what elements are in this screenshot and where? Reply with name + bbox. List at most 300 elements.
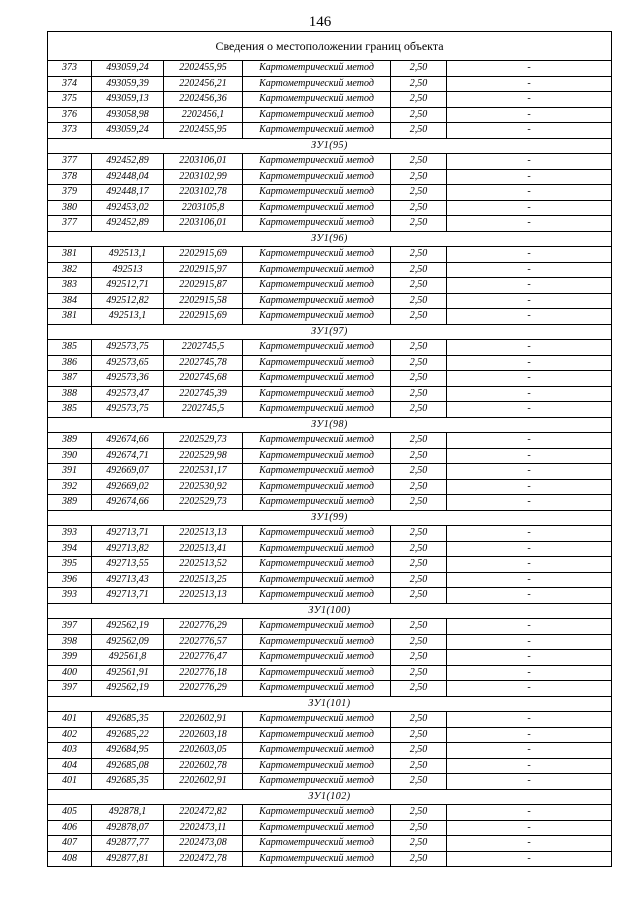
method-cell: Картометрический метод [243,526,391,542]
x-coordinate-cell: 492573,75 [92,340,164,356]
method-cell: Картометрический метод [243,495,391,511]
precision-cell: 2,50 [391,557,447,573]
table-row [48,386,612,402]
description-cell: - [447,820,612,836]
table-row [48,200,612,216]
table-row [48,278,612,294]
precision-cell: 2,50 [391,572,447,588]
table-row [48,76,612,92]
point-number-cell: 395 [48,557,92,573]
y-coordinate-cell: 2203102,78 [164,185,243,201]
x-coordinate-cell: 492573,75 [92,402,164,418]
y-coordinate-cell: 2202602,91 [164,774,243,790]
method-cell: Картометрический метод [243,681,391,697]
description-cell: - [447,309,612,325]
y-coordinate-cell: 2202745,39 [164,386,243,402]
precision-cell: 2,50 [391,278,447,294]
precision-cell: 2,50 [391,355,447,371]
method-cell: Картометрический метод [243,293,391,309]
table-row [48,185,612,201]
table-row [48,681,612,697]
description-cell: - [447,61,612,77]
precision-cell: 2,50 [391,216,447,232]
point-number-cell: 381 [48,309,92,325]
table-row [48,107,612,123]
precision-cell: 2,50 [391,665,447,681]
point-number-cell: 378 [48,169,92,185]
method-cell: Картометрический метод [243,743,391,759]
table-title: Сведения о местоположении границ объекта [48,32,612,61]
method-cell: Картометрический метод [243,464,391,480]
table-row [48,650,612,666]
group-header-row [48,696,612,712]
point-number-cell: 393 [48,588,92,604]
point-number-cell: 374 [48,76,92,92]
point-number-cell: 392 [48,479,92,495]
description-cell: - [447,448,612,464]
method-cell: Картометрический метод [243,479,391,495]
x-coordinate-cell: 493059,39 [92,76,164,92]
description-cell: - [447,262,612,278]
x-coordinate-cell: 492513,1 [92,309,164,325]
table-row [48,526,612,542]
point-number-cell: 391 [48,464,92,480]
x-coordinate-cell: 492713,71 [92,588,164,604]
table-row [48,154,612,170]
description-cell: - [447,340,612,356]
method-cell: Картометрический метод [243,123,391,139]
point-number-cell: 390 [48,448,92,464]
method-cell: Картометрический метод [243,820,391,836]
precision-cell: 2,50 [391,464,447,480]
precision-cell: 2,50 [391,262,447,278]
group-header-row [48,789,612,805]
x-coordinate-cell: 492674,66 [92,433,164,449]
x-coordinate-cell: 492669,07 [92,464,164,480]
description-cell: - [447,572,612,588]
table-row [48,588,612,604]
method-cell: Картометрический метод [243,557,391,573]
table-row [48,216,612,232]
description-cell: - [447,107,612,123]
point-number-cell: 377 [48,216,92,232]
description-cell: - [447,805,612,821]
y-coordinate-cell: 2202776,18 [164,665,243,681]
y-coordinate-cell: 2202513,25 [164,572,243,588]
description-cell: - [447,650,612,666]
description-cell: - [447,479,612,495]
y-coordinate-cell: 2202513,13 [164,588,243,604]
point-number-cell: 408 [48,851,92,867]
table-row [48,169,612,185]
description-cell: - [447,665,612,681]
precision-cell: 2,50 [391,371,447,387]
description-cell: - [447,185,612,201]
point-number-cell: 389 [48,433,92,449]
x-coordinate-cell: 492685,35 [92,712,164,728]
group-label: ЗУ1(99) [48,510,612,526]
description-cell: - [447,433,612,449]
group-label: ЗУ1(96) [48,231,612,247]
table-row [48,262,612,278]
y-coordinate-cell: 2202776,29 [164,681,243,697]
x-coordinate-cell: 492877,77 [92,836,164,852]
table-row [48,355,612,371]
precision-cell: 2,50 [391,774,447,790]
precision-cell: 2,50 [391,820,447,836]
method-cell: Картометрический метод [243,712,391,728]
method-cell: Картометрический метод [243,309,391,325]
point-number-cell: 379 [48,185,92,201]
precision-cell: 2,50 [391,61,447,77]
description-cell: - [447,355,612,371]
precision-cell: 2,50 [391,650,447,666]
precision-cell: 2,50 [391,200,447,216]
table-row [48,123,612,139]
table-row [48,371,612,387]
table-row [48,820,612,836]
precision-cell: 2,50 [391,495,447,511]
precision-cell: 2,50 [391,154,447,170]
precision-cell: 2,50 [391,836,447,852]
method-cell: Картометрический метод [243,665,391,681]
table-row [48,712,612,728]
point-number-cell: 386 [48,355,92,371]
description-cell: - [447,836,612,852]
point-number-cell: 403 [48,743,92,759]
y-coordinate-cell: 2203102,99 [164,169,243,185]
method-cell: Картометрический метод [243,355,391,371]
precision-cell: 2,50 [391,712,447,728]
point-number-cell: 401 [48,774,92,790]
y-coordinate-cell: 2202915,58 [164,293,243,309]
description-cell: - [447,402,612,418]
x-coordinate-cell: 492448,04 [92,169,164,185]
precision-cell: 2,50 [391,309,447,325]
method-cell: Картометрический метод [243,851,391,867]
precision-cell: 2,50 [391,805,447,821]
table-row [48,402,612,418]
precision-cell: 2,50 [391,448,447,464]
y-coordinate-cell: 2202915,97 [164,262,243,278]
group-label: ЗУ1(97) [48,324,612,340]
method-cell: Картометрический метод [243,154,391,170]
description-cell: - [447,619,612,635]
description-cell: - [447,386,612,402]
table-body [48,32,612,867]
description-cell: - [447,851,612,867]
method-cell: Картометрический метод [243,185,391,201]
precision-cell: 2,50 [391,851,447,867]
table-row [48,774,612,790]
table-row [48,309,612,325]
point-number-cell: 400 [48,665,92,681]
point-number-cell: 383 [48,278,92,294]
y-coordinate-cell: 2202776,57 [164,634,243,650]
table-row [48,572,612,588]
method-cell: Картометрический метод [243,402,391,418]
table-row [48,61,612,77]
table-row [48,836,612,852]
x-coordinate-cell: 492674,66 [92,495,164,511]
y-coordinate-cell: 2202456,1 [164,107,243,123]
group-header-row [48,324,612,340]
x-coordinate-cell: 492878,07 [92,820,164,836]
x-coordinate-cell: 492562,19 [92,681,164,697]
y-coordinate-cell: 2202602,78 [164,758,243,774]
precision-cell: 2,50 [391,386,447,402]
method-cell: Картометрический метод [243,619,391,635]
point-number-cell: 385 [48,402,92,418]
x-coordinate-cell: 493059,13 [92,92,164,108]
point-number-cell: 384 [48,293,92,309]
y-coordinate-cell: 2202473,11 [164,820,243,836]
precision-cell: 2,50 [391,619,447,635]
x-coordinate-cell: 492562,09 [92,634,164,650]
page-number: 146 [308,14,332,30]
point-number-cell: 373 [48,61,92,77]
table-row [48,727,612,743]
precision-cell: 2,50 [391,169,447,185]
table-row [48,464,612,480]
description-cell: - [447,495,612,511]
precision-cell: 2,50 [391,123,447,139]
table-row [48,805,612,821]
y-coordinate-cell: 2202529,73 [164,495,243,511]
description-cell: - [447,727,612,743]
table-row [48,247,612,263]
table-header-row [48,32,612,61]
y-coordinate-cell: 2202745,5 [164,402,243,418]
description-cell: - [447,774,612,790]
method-cell: Картометрический метод [243,758,391,774]
description-cell: - [447,464,612,480]
method-cell: Картометрический метод [243,76,391,92]
x-coordinate-cell: 492669,02 [92,479,164,495]
description-cell: - [447,712,612,728]
table-row [48,293,612,309]
table-row [48,743,612,759]
x-coordinate-cell: 492713,55 [92,557,164,573]
y-coordinate-cell: 2202529,98 [164,448,243,464]
table-row [48,634,612,650]
y-coordinate-cell: 2202455,95 [164,61,243,77]
description-cell: - [447,758,612,774]
group-label: ЗУ1(100) [48,603,612,619]
y-coordinate-cell: 2202513,13 [164,526,243,542]
table-row [48,340,612,356]
y-coordinate-cell: 2202776,29 [164,619,243,635]
x-coordinate-cell: 492453,02 [92,200,164,216]
method-cell: Картометрический метод [243,61,391,77]
point-number-cell: 375 [48,92,92,108]
x-coordinate-cell: 492512,82 [92,293,164,309]
point-number-cell: 397 [48,681,92,697]
y-coordinate-cell: 2202531,17 [164,464,243,480]
y-coordinate-cell: 2202456,21 [164,76,243,92]
precision-cell: 2,50 [391,433,447,449]
table-row [48,495,612,511]
y-coordinate-cell: 2202745,68 [164,371,243,387]
precision-cell: 2,50 [391,293,447,309]
group-label: ЗУ1(98) [48,417,612,433]
precision-cell: 2,50 [391,634,447,650]
point-number-cell: 382 [48,262,92,278]
method-cell: Картометрический метод [243,278,391,294]
method-cell: Картометрический метод [243,805,391,821]
table-row [48,92,612,108]
point-number-cell: 376 [48,107,92,123]
y-coordinate-cell: 2202513,41 [164,541,243,557]
description-cell: - [447,247,612,263]
precision-cell: 2,50 [391,247,447,263]
x-coordinate-cell: 492685,35 [92,774,164,790]
x-coordinate-cell: 492878,1 [92,805,164,821]
description-cell: - [447,634,612,650]
y-coordinate-cell: 2202455,95 [164,123,243,139]
y-coordinate-cell: 2203105,8 [164,200,243,216]
method-cell: Картометрический метод [243,92,391,108]
y-coordinate-cell: 2202745,78 [164,355,243,371]
y-coordinate-cell: 2202513,52 [164,557,243,573]
table-row [48,448,612,464]
x-coordinate-cell: 492512,71 [92,278,164,294]
group-header-row [48,417,612,433]
description-cell: - [447,200,612,216]
y-coordinate-cell: 2202472,78 [164,851,243,867]
description-cell: - [447,743,612,759]
y-coordinate-cell: 2202745,5 [164,340,243,356]
group-label: ЗУ1(95) [48,138,612,154]
table-row [48,619,612,635]
method-cell: Картометрический метод [243,107,391,123]
method-cell: Картометрический метод [243,572,391,588]
method-cell: Картометрический метод [243,216,391,232]
point-number-cell: 388 [48,386,92,402]
group-header-row [48,138,612,154]
method-cell: Картометрический метод [243,433,391,449]
point-number-cell: 393 [48,526,92,542]
precision-cell: 2,50 [391,107,447,123]
point-number-cell: 394 [48,541,92,557]
description-cell: - [447,278,612,294]
description-cell: - [447,76,612,92]
x-coordinate-cell: 492561,8 [92,650,164,666]
y-coordinate-cell: 2202530,92 [164,479,243,495]
y-coordinate-cell: 2202456,36 [164,92,243,108]
precision-cell: 2,50 [391,340,447,356]
method-cell: Картометрический метод [243,774,391,790]
point-number-cell: 387 [48,371,92,387]
method-cell: Картометрический метод [243,650,391,666]
x-coordinate-cell: 493059,24 [92,61,164,77]
point-number-cell: 396 [48,572,92,588]
method-cell: Картометрический метод [243,340,391,356]
group-header-row [48,231,612,247]
precision-cell: 2,50 [391,727,447,743]
method-cell: Картометрический метод [243,262,391,278]
description-cell: - [447,154,612,170]
x-coordinate-cell: 492452,89 [92,216,164,232]
point-number-cell: 381 [48,247,92,263]
point-number-cell: 402 [48,727,92,743]
method-cell: Картометрический метод [243,836,391,852]
table-row [48,433,612,449]
precision-cell: 2,50 [391,92,447,108]
description-cell: - [447,123,612,139]
x-coordinate-cell: 493059,24 [92,123,164,139]
x-coordinate-cell: 492561,91 [92,665,164,681]
table-row [48,851,612,867]
description-cell: - [447,588,612,604]
x-coordinate-cell: 492713,43 [92,572,164,588]
point-number-cell: 377 [48,154,92,170]
precision-cell: 2,50 [391,526,447,542]
x-coordinate-cell: 492713,71 [92,526,164,542]
y-coordinate-cell: 2202603,18 [164,727,243,743]
x-coordinate-cell: 492448,17 [92,185,164,201]
x-coordinate-cell: 492573,36 [92,371,164,387]
y-coordinate-cell: 2202602,91 [164,712,243,728]
method-cell: Картометрический метод [243,541,391,557]
method-cell: Картометрический метод [243,448,391,464]
precision-cell: 2,50 [391,479,447,495]
y-coordinate-cell: 2203106,01 [164,154,243,170]
boundary-table [47,31,612,867]
description-cell: - [447,541,612,557]
point-number-cell: 399 [48,650,92,666]
x-coordinate-cell: 492685,22 [92,727,164,743]
point-number-cell: 385 [48,340,92,356]
method-cell: Картометрический метод [243,634,391,650]
group-label: ЗУ1(102) [48,789,612,805]
y-coordinate-cell: 2202473,08 [164,836,243,852]
table-row [48,479,612,495]
point-number-cell: 407 [48,836,92,852]
method-cell: Картометрический метод [243,588,391,604]
point-number-cell: 373 [48,123,92,139]
point-number-cell: 397 [48,619,92,635]
x-coordinate-cell: 492684,95 [92,743,164,759]
point-number-cell: 401 [48,712,92,728]
precision-cell: 2,50 [391,76,447,92]
x-coordinate-cell: 492713,82 [92,541,164,557]
description-cell: - [447,293,612,309]
x-coordinate-cell: 492674,71 [92,448,164,464]
method-cell: Картометрический метод [243,247,391,263]
group-header-row [48,603,612,619]
precision-cell: 2,50 [391,743,447,759]
method-cell: Картометрический метод [243,169,391,185]
precision-cell: 2,50 [391,185,447,201]
y-coordinate-cell: 2203106,01 [164,216,243,232]
x-coordinate-cell: 493058,98 [92,107,164,123]
y-coordinate-cell: 2202529,73 [164,433,243,449]
method-cell: Картометрический метод [243,727,391,743]
precision-cell: 2,50 [391,541,447,557]
precision-cell: 2,50 [391,681,447,697]
description-cell: - [447,557,612,573]
x-coordinate-cell: 492573,47 [92,386,164,402]
x-coordinate-cell: 492877,81 [92,851,164,867]
point-number-cell: 389 [48,495,92,511]
point-number-cell: 406 [48,820,92,836]
description-cell: - [447,681,612,697]
precision-cell: 2,50 [391,402,447,418]
point-number-cell: 404 [48,758,92,774]
description-cell: - [447,526,612,542]
x-coordinate-cell: 492513,1 [92,247,164,263]
